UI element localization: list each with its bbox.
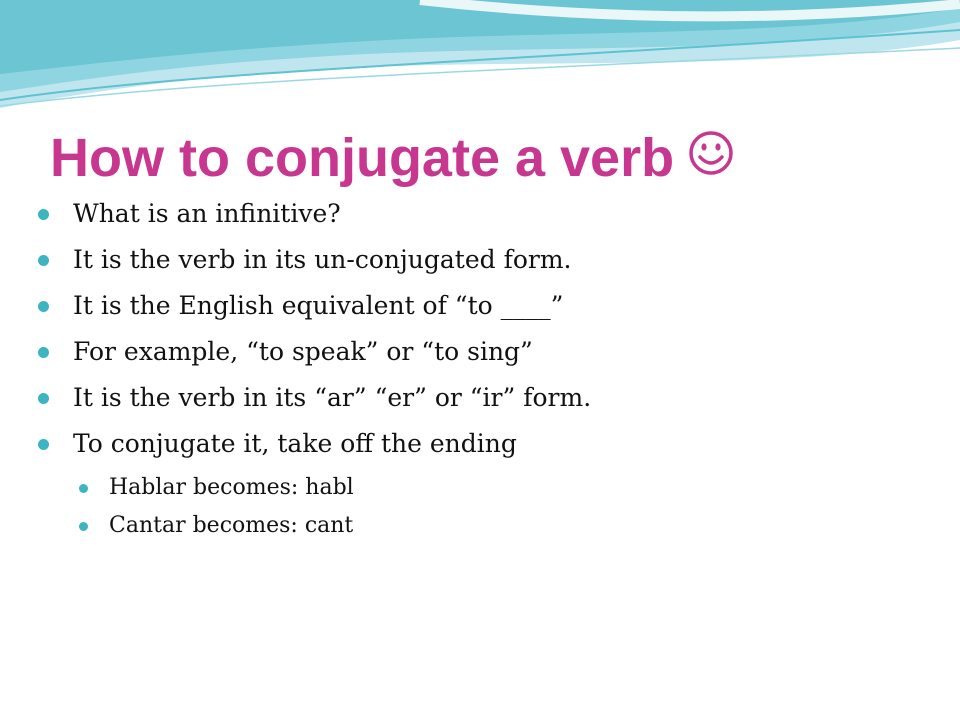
sub-bullet-item [36, 509, 591, 547]
bullet-item [36, 241, 591, 287]
bullet-item [36, 195, 591, 241]
bullet-dot [38, 393, 49, 404]
header-wave-decoration [0, 0, 960, 120]
slide-title [50, 118, 734, 198]
bullet-text: It is the verb in its un-conjugated form. [73, 245, 572, 274]
bullet-item [36, 379, 591, 425]
bullet-text: To conjugate it, take off the ending [73, 429, 517, 458]
bullet-text: It is the English equivalent of “to ____” [73, 291, 564, 320]
smiley-face-icon [688, 118, 734, 198]
bullet-dot [38, 255, 49, 266]
slide-title-text: How to conjugate a verb [50, 128, 675, 188]
sub-bullet-item [36, 471, 591, 509]
sub-bullet-text: Cantar becomes: cant [109, 513, 354, 538]
sub-bullet-dot [79, 484, 88, 493]
bullet-item [36, 333, 591, 379]
sub-bullet-text: Hablar becomes: habl [109, 475, 354, 500]
bullet-dot [38, 439, 49, 450]
bullet-text: What is an infinitive? [73, 199, 341, 228]
sub-bullet-dot [79, 522, 88, 531]
bullet-dot [38, 209, 49, 220]
bullet-item [36, 287, 591, 333]
bullet-dot [38, 301, 49, 312]
bullet-text: It is the verb in its “ar” “er” or “ir” form. [73, 383, 592, 412]
bullet-list [36, 195, 591, 547]
bullet-dot [38, 347, 49, 358]
bullet-item [36, 425, 591, 471]
bullet-text: For example, “to speak” or “to sing” [73, 337, 533, 366]
